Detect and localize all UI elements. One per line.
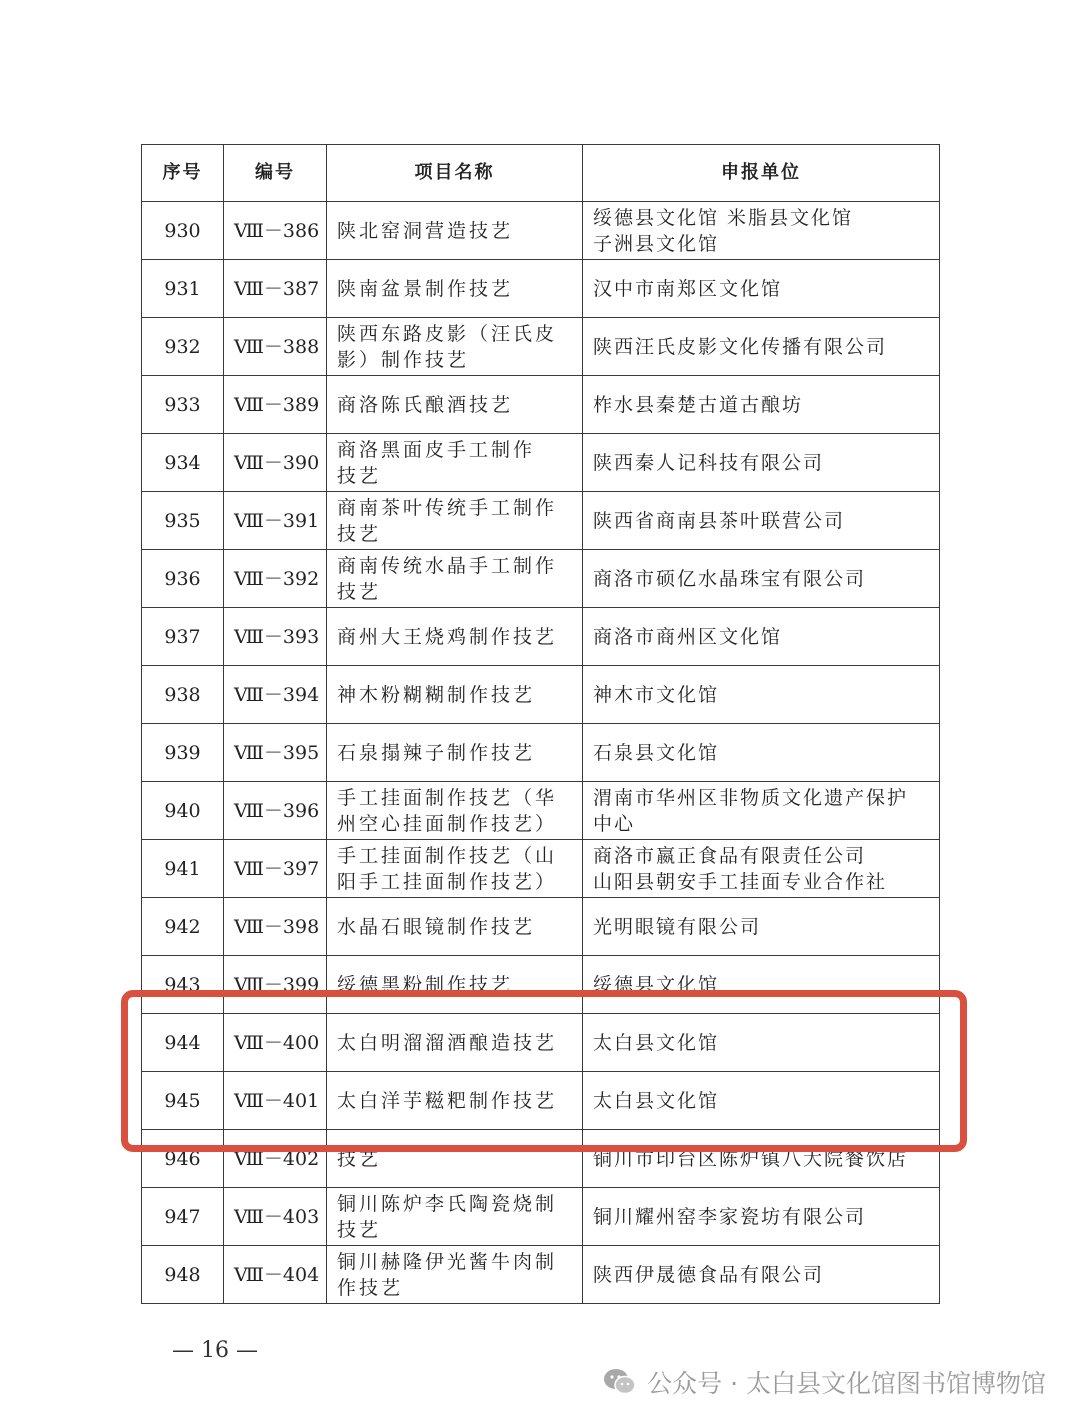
table-header-row [142, 145, 940, 202]
applicant-unit-line: 陕西汪氏皮影文化传播有限公司 [593, 335, 888, 358]
project-name-line: 影）制作技艺 [337, 348, 470, 371]
row-applicant-unit [583, 434, 940, 492]
row-code: Ⅷ－398 [224, 898, 327, 956]
project-name-line: 铜川陈炉李氏陶瓷烧制 [337, 1192, 558, 1215]
row-code: Ⅷ－404 [224, 1246, 327, 1304]
row-project-name [327, 492, 583, 550]
row-seq: 948 [142, 1246, 224, 1304]
row-seq: 934 [142, 434, 224, 492]
watermark [603, 1364, 1046, 1400]
project-name-line: 技艺 [337, 1218, 382, 1241]
applicant-unit-line: 商洛市嬴正食品有限责任公司 [593, 844, 867, 867]
row-seq: 931 [142, 260, 224, 318]
row-project-name [327, 1188, 583, 1246]
row-applicant-unit [583, 1130, 940, 1188]
project-name-line: 商州大王烧鸡制作技艺 [337, 625, 558, 648]
row-project-name [327, 1072, 583, 1130]
row-project-name [327, 1014, 583, 1072]
row-code: Ⅷ－396 [224, 782, 327, 840]
table-row [142, 492, 940, 550]
applicant-unit-line: 汉中市南郑区文化馆 [593, 277, 783, 300]
table-row [142, 1130, 940, 1188]
project-name-line: 铜川赫隆伊光酱牛肉制 [337, 1250, 558, 1273]
header-applicant-unit: 申报单位 [583, 145, 940, 202]
row-project-name [327, 260, 583, 318]
project-name-line: 手工挂面制作技艺（山 [337, 844, 558, 867]
row-applicant-unit [583, 1246, 940, 1304]
project-name-line: 技艺 [337, 464, 382, 487]
row-code: Ⅷ－389 [224, 376, 327, 434]
project-name-line: 阳手工挂面制作技艺） [337, 870, 558, 893]
project-name-line: 商洛陈氏酿酒技艺 [337, 393, 514, 416]
row-seq: 935 [142, 492, 224, 550]
row-project-name [327, 434, 583, 492]
applicant-unit-line: 陕西秦人记科技有限公司 [593, 451, 825, 474]
header-seq: 序号 [142, 145, 224, 202]
table-row [142, 260, 940, 318]
row-project-name [327, 840, 583, 898]
row-code: Ⅷ－403 [224, 1188, 327, 1246]
row-project-name [327, 1246, 583, 1304]
applicant-unit-line: 陕西伊晟德食品有限公司 [593, 1263, 825, 1286]
project-name-line: 州空心挂面制作技艺） [337, 812, 558, 835]
applicant-unit-line: 商洛市商州区文化馆 [593, 625, 783, 648]
project-name-line: 水晶石眼镜制作技艺 [337, 915, 536, 938]
row-project-name [327, 318, 583, 376]
applicant-unit-line: 铜川市印台区陈炉镇八大院餐饮店 [593, 1147, 909, 1170]
row-seq: 938 [142, 666, 224, 724]
project-name-line: 技艺 [337, 580, 382, 603]
table-row [142, 840, 940, 898]
row-applicant-unit [583, 1014, 940, 1072]
applicant-unit-line: 山阳县朝安手工挂面专业合作社 [593, 870, 888, 893]
project-name-line: 商洛黑面皮手工制作 [337, 438, 536, 461]
watermark-text: 公众号 · 太白县文化馆图书馆博物馆 [647, 1369, 1046, 1398]
row-code: Ⅷ－387 [224, 260, 327, 318]
row-code: Ⅷ－400 [224, 1014, 327, 1072]
project-name-line: 陕北窑洞营造技艺 [337, 219, 514, 242]
row-project-name [327, 956, 583, 1014]
header-code: 编号 [224, 145, 327, 202]
row-seq: 945 [142, 1072, 224, 1130]
project-name-line: 技艺 [337, 1147, 382, 1170]
project-name-line: 手工挂面制作技艺（华 [337, 786, 558, 809]
table-row [142, 550, 940, 608]
project-name-line: 陕南盆景制作技艺 [337, 277, 514, 300]
row-project-name [327, 376, 583, 434]
applicant-unit-line: 商洛市硕亿水晶珠宝有限公司 [593, 567, 867, 590]
row-applicant-unit [583, 202, 940, 260]
row-applicant-unit [583, 318, 940, 376]
applicant-unit-line: 陕西省商南县茶叶联营公司 [593, 509, 846, 532]
row-code: Ⅷ－394 [224, 666, 327, 724]
row-project-name [327, 898, 583, 956]
table-row [142, 724, 940, 782]
table-row [142, 1246, 940, 1304]
applicant-unit-line: 光明眼镜有限公司 [593, 915, 762, 938]
row-project-name [327, 782, 583, 840]
row-code: Ⅷ－401 [224, 1072, 327, 1130]
row-applicant-unit [583, 666, 940, 724]
row-applicant-unit [583, 840, 940, 898]
table-row [142, 376, 940, 434]
table-row [142, 782, 940, 840]
table-row [142, 1072, 940, 1130]
table-row [142, 202, 940, 260]
row-code: Ⅷ－391 [224, 492, 327, 550]
applicant-unit-line: 子洲县文化馆 [593, 232, 720, 255]
project-name-line: 作技艺 [337, 1276, 404, 1299]
row-seq: 939 [142, 724, 224, 782]
table-row [142, 608, 940, 666]
row-applicant-unit [583, 608, 940, 666]
row-seq: 940 [142, 782, 224, 840]
row-applicant-unit [583, 1188, 940, 1246]
row-applicant-unit [583, 1072, 940, 1130]
row-code: Ⅷ－392 [224, 550, 327, 608]
table-row [142, 1014, 940, 1072]
row-seq: 947 [142, 1188, 224, 1246]
applicant-unit-line: 渭南市华州区非物质文化遗产保护 [593, 786, 909, 809]
project-name-line: 太白洋芋糍粑制作技艺 [337, 1089, 558, 1112]
row-applicant-unit [583, 898, 940, 956]
row-code: Ⅷ－393 [224, 608, 327, 666]
applicant-unit-line: 太白县文化馆 [593, 1089, 720, 1112]
row-code: Ⅷ－402 [224, 1130, 327, 1188]
row-seq: 930 [142, 202, 224, 260]
row-applicant-unit [583, 550, 940, 608]
row-applicant-unit [583, 492, 940, 550]
project-name-line: 绥德黑粉制作技艺 [337, 973, 514, 996]
project-name-line: 神木粉糊糊制作技艺 [337, 683, 536, 706]
applicant-unit-line: 绥德县文化馆 [593, 973, 720, 996]
header-project-name: 项目名称 [327, 145, 583, 202]
table-row [142, 666, 940, 724]
project-name-line: 太白明溜溜酒酿造技艺 [337, 1031, 558, 1054]
row-seq: 941 [142, 840, 224, 898]
row-project-name [327, 608, 583, 666]
row-applicant-unit [583, 956, 940, 1014]
table-row [142, 318, 940, 376]
table-row [142, 434, 940, 492]
applicant-unit-line: 中心 [593, 812, 636, 835]
row-project-name [327, 202, 583, 260]
row-project-name [327, 724, 583, 782]
project-name-line: 技艺 [337, 522, 382, 545]
row-code: Ⅷ－388 [224, 318, 327, 376]
applicant-unit-line: 铜川耀州窑李家瓷坊有限公司 [593, 1205, 867, 1228]
applicant-unit-line: 柞水县秦楚古道古酿坊 [593, 393, 804, 416]
wechat-icon [603, 1367, 637, 1397]
applicant-unit-line: 神木市文化馆 [593, 683, 720, 706]
row-code: Ⅷ－397 [224, 840, 327, 898]
project-name-line: 陕西东路皮影（汪氏皮 [337, 322, 558, 345]
table-row [142, 956, 940, 1014]
row-seq: 932 [142, 318, 224, 376]
row-applicant-unit [583, 260, 940, 318]
row-code: Ⅷ－390 [224, 434, 327, 492]
row-seq: 946 [142, 1130, 224, 1188]
row-code: Ⅷ－399 [224, 956, 327, 1014]
project-list-table [141, 144, 940, 1304]
row-seq: 936 [142, 550, 224, 608]
row-code: Ⅷ－386 [224, 202, 327, 260]
row-applicant-unit [583, 782, 940, 840]
applicant-unit-line: 太白县文化馆 [593, 1031, 720, 1054]
row-seq: 942 [142, 898, 224, 956]
row-project-name [327, 1130, 583, 1188]
row-seq: 933 [142, 376, 224, 434]
project-name-line: 石泉搨辣子制作技艺 [337, 741, 536, 764]
applicant-unit-line: 绥德县文化馆 米脂县文化馆 [593, 206, 854, 229]
project-name-line: 商南传统水晶手工制作 [337, 554, 558, 577]
row-project-name [327, 550, 583, 608]
row-seq: 943 [142, 956, 224, 1014]
applicant-unit-line: 石泉县文化馆 [593, 741, 720, 764]
row-project-name [327, 666, 583, 724]
table-row [142, 898, 940, 956]
row-code: Ⅷ－395 [224, 724, 327, 782]
row-applicant-unit [583, 724, 940, 782]
page-number: — 16 — [172, 1338, 258, 1363]
table-row [142, 1188, 940, 1246]
row-seq: 944 [142, 1014, 224, 1072]
row-seq: 937 [142, 608, 224, 666]
row-applicant-unit [583, 376, 940, 434]
project-name-line: 商南茶叶传统手工制作 [337, 496, 558, 519]
